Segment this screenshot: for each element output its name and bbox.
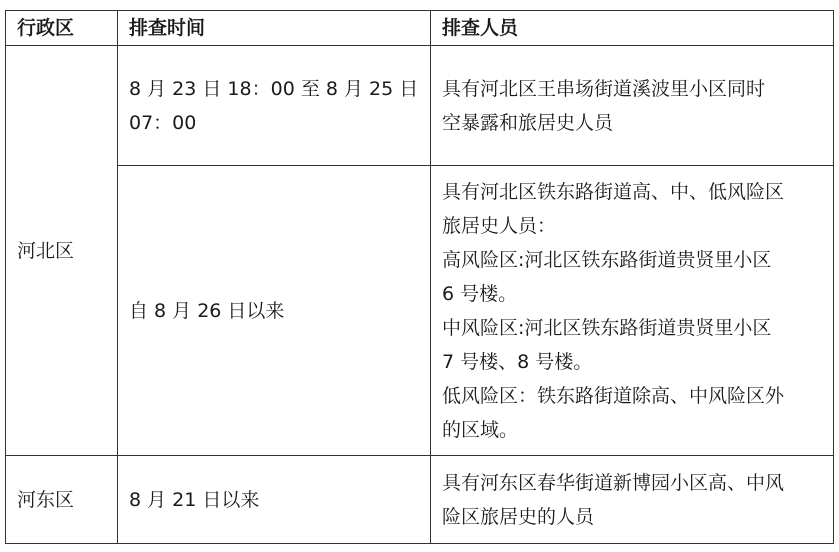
header-row [6, 11, 834, 46]
district-cell: 河东区 [6, 456, 118, 544]
people-cell [431, 456, 834, 544]
table-row [6, 456, 834, 544]
time-line: 8 月 21 日以来 [129, 488, 260, 511]
time-line: 07：00 [129, 111, 197, 134]
time-cell [118, 46, 431, 166]
people-line: 6 号楼。 [442, 282, 518, 305]
people-line: 旅居史人员： [442, 214, 557, 237]
header-district: 行政区 [6, 11, 118, 46]
people-line: 的区域。 [442, 418, 519, 441]
people-line: 险区旅居史的人员 [442, 505, 595, 528]
people-cell [431, 166, 834, 456]
table-row [6, 166, 834, 456]
investigation-table [5, 10, 834, 544]
people-line: 低风险区：铁东路街道除高、中风险区外 [442, 384, 785, 407]
table-row [6, 46, 834, 166]
people-line: 具有河东区春华街道新博园小区高、中风 [442, 471, 785, 494]
header-time: 排查时间 [118, 11, 431, 46]
people-line: 具有河北区铁东路街道高、中、低风险区 [442, 180, 785, 203]
district-cell: 河北区 [6, 46, 118, 456]
people-cell [431, 46, 834, 166]
time-cell [118, 456, 431, 544]
time-cell [118, 166, 431, 456]
people-line: 中风险区:河北区铁东路街道贵贤里小区 [442, 316, 772, 339]
header-people: 排查人员 [431, 11, 834, 46]
time-line: 自 8 月 26 日以来 [129, 299, 285, 322]
time-line: 8 月 23 日 18：00 至 8 月 25 日 [129, 77, 419, 100]
people-line: 高风险区:河北区铁东路街道贵贤里小区 [442, 248, 772, 271]
people-line: 7 号楼、8 号楼。 [442, 350, 593, 373]
people-line: 具有河北区王串场街道溪波里小区同时 [442, 77, 766, 100]
people-line: 空暴露和旅居史人员 [442, 111, 614, 134]
